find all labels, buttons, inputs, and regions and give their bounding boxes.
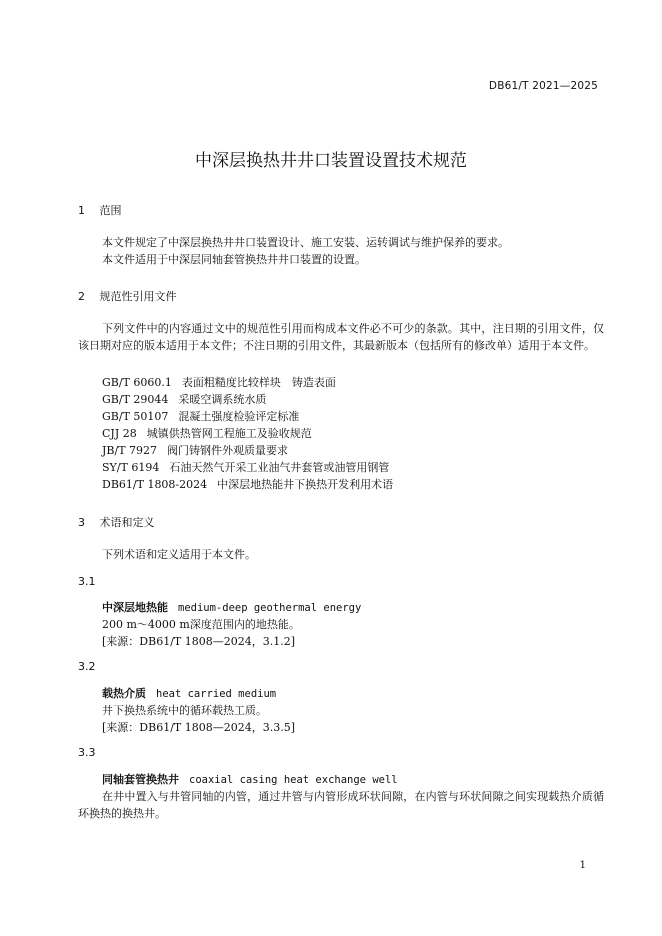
reference-code: GB/T 29044 bbox=[102, 393, 169, 406]
reference-code: DB61/T 1808-2024 bbox=[102, 478, 208, 491]
reference-item bbox=[102, 459, 389, 475]
term-english: heat carried medium bbox=[156, 688, 277, 700]
term-source: [来源：DB61/T 1808—2024，3.3.5] bbox=[102, 721, 295, 734]
term-chinese: 载热介质 bbox=[102, 687, 146, 700]
term-heading bbox=[102, 685, 276, 701]
reference-code: JB/T 7927 bbox=[102, 444, 158, 457]
reference-item bbox=[102, 408, 299, 424]
term-english: medium-deep geothermal energy bbox=[178, 602, 362, 614]
reference-name: 城镇供热管网工程施工及验收规范 bbox=[146, 427, 312, 440]
term-chinese: 中深层地热能 bbox=[102, 601, 168, 614]
section-1-paragraph-1: 本文件规定了中深层换热井井口装置设计、施工安装、运转调试与维护保养的要求。 bbox=[102, 236, 509, 249]
reference-item bbox=[102, 374, 336, 390]
reference-name: 表面粗糙度比较样块 铸造表面 bbox=[181, 376, 336, 389]
reference-name: 混凝土强度检验评定标准 bbox=[178, 410, 300, 423]
reference-item bbox=[102, 391, 266, 407]
section-3-heading bbox=[78, 514, 155, 530]
reference-code: CJJ 28 bbox=[102, 427, 137, 440]
document-code: DB61/T 2021—2025 bbox=[488, 80, 598, 92]
reference-item bbox=[102, 476, 393, 492]
reference-code: GB/T 6060.1 bbox=[102, 376, 172, 389]
section-2-heading bbox=[78, 288, 177, 304]
term-english: coaxial casing heat exchange well bbox=[189, 774, 398, 786]
page-number: 1 bbox=[579, 860, 586, 871]
section-1-paragraph-2: 本文件适用于中深层同轴套管换热井井口装置的设置。 bbox=[102, 253, 366, 266]
term-definition: 井下换热系统中的循环载热工质。 bbox=[102, 704, 267, 717]
section-title: 范围 bbox=[99, 204, 122, 217]
term-number: 3.2 bbox=[78, 660, 96, 673]
section-number: 1 bbox=[78, 204, 85, 217]
reference-code: SY/T 6194 bbox=[102, 461, 160, 474]
section-3-intro: 下列术语和定义适用于本文件。 bbox=[102, 548, 256, 561]
reference-item bbox=[102, 442, 288, 458]
section-title: 术语和定义 bbox=[99, 516, 155, 529]
reference-name: 中深层地热能井下换热开发利用术语 bbox=[217, 478, 394, 491]
reference-name: 采暖空调系统水质 bbox=[178, 393, 267, 406]
term-chinese: 同轴套管换热井 bbox=[102, 773, 179, 786]
term-number: 3.3 bbox=[78, 746, 96, 759]
term-definition: 200 m～4000 m深度范围内的地热能。 bbox=[102, 618, 300, 631]
document-title: 中深层换热井井口装置设置技术规范 bbox=[195, 151, 467, 171]
reference-name: 阀门铸钢件外观质量要求 bbox=[167, 444, 289, 457]
term-number: 3.1 bbox=[78, 575, 96, 588]
section-number: 3 bbox=[78, 516, 85, 529]
term-definition: 在井中置入与井管同轴的内管，通过井管与内管形成环状间隙，在内管与环状间隙之间实现载热介质循环换热的换热井。 bbox=[78, 790, 604, 820]
section-title: 规范性引用文件 bbox=[99, 290, 177, 303]
section-number: 2 bbox=[78, 290, 85, 303]
reference-code: GB/T 50107 bbox=[102, 410, 169, 423]
term-heading bbox=[102, 599, 361, 615]
term-source: [来源：DB61/T 1808—2024，3.1.2] bbox=[102, 635, 295, 648]
section-1-heading bbox=[78, 202, 122, 218]
section-2-intro: 下列文件中的内容通过文中的规范性引用而构成本文件必不可少的条款。其中，注日期的引用文件，仅该日期对应的版本适用于本文件；不注日期的引用文件，其最新版本（包括所有的修改单）适用于本文件。 bbox=[78, 322, 604, 352]
reference-item bbox=[102, 425, 312, 441]
reference-name: 石油天然气开采工业油气井套管或油管用钢管 bbox=[169, 461, 390, 474]
term-heading bbox=[102, 771, 398, 787]
